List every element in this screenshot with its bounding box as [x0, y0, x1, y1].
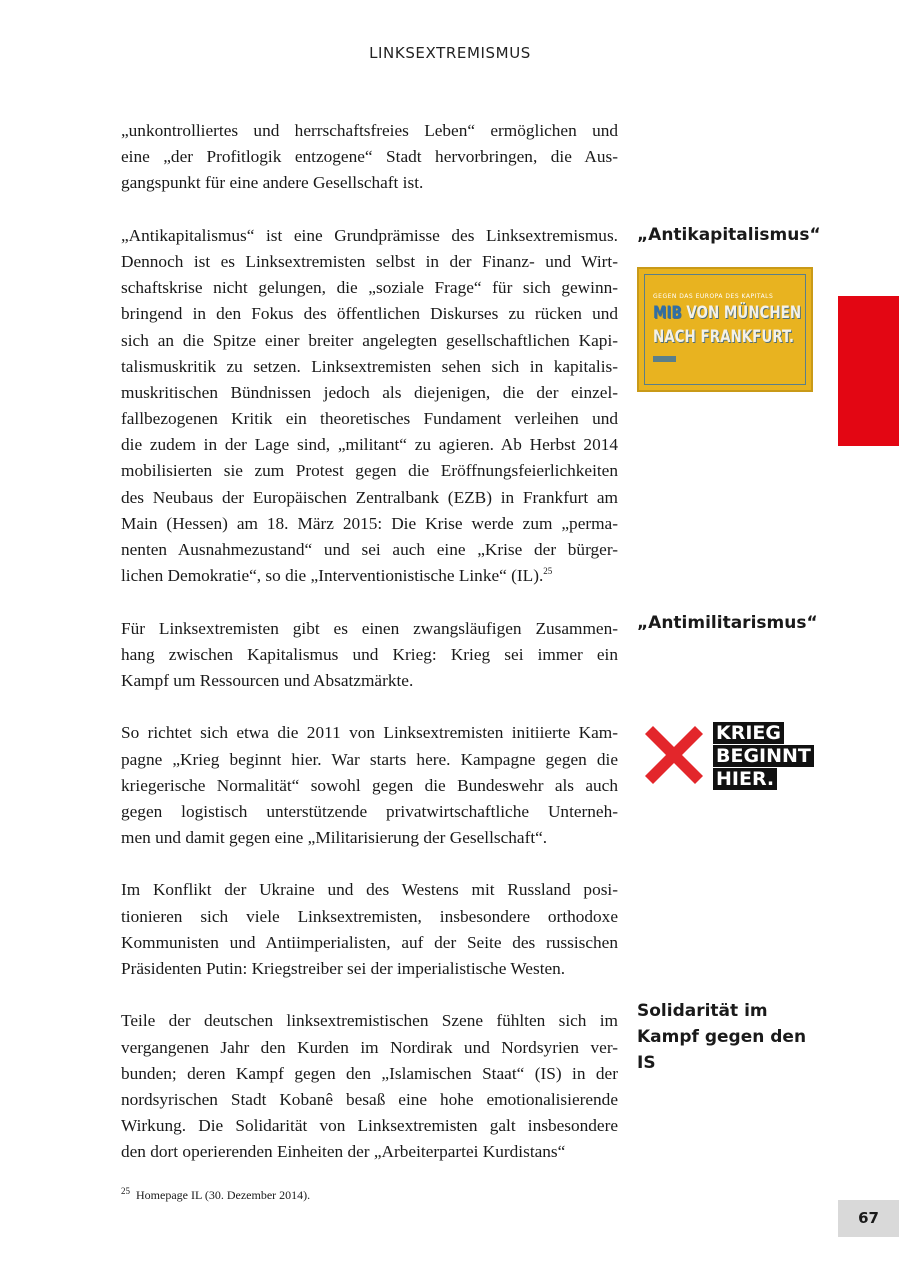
- text-line: schaftskrise nicht gelungen, die „soziale Frage“ für sich gewinn-: [121, 278, 618, 298]
- text-line: „unkontrolliertes und herrschaftsfreies Leben“ ermöglichen und: [121, 121, 618, 140]
- text-line: tionieren sich viele Linksextremisten, insbesondere orthodoxe: [121, 906, 618, 926]
- text-line: Kampf um Ressourcen und Absatzmärkte.: [121, 670, 414, 690]
- side-heading-antimilitarismus: „Antimilitarismus“: [637, 613, 818, 633]
- side-heading-antikapitalismus: „Antikapitalismus“: [637, 225, 821, 245]
- paragraph: [121, 1008, 618, 1165]
- text-line: Präsidenten Putin: Kriegstreiber sei der imperialistische Westen.: [121, 959, 566, 978]
- paragraph: [121, 720, 618, 851]
- text-line: mobilisierten sie zum Protest gegen die Eröffnungsfeierlichkeiten: [121, 461, 618, 481]
- text-line: Für Linksextremisten gibt es einen zwangsläufigen Zusammen-: [121, 618, 618, 638]
- text-line: bunden; deren Kampf gegen den „Islamischen Staat“ (IS) in der: [121, 1063, 618, 1083]
- text-line: des Neubaus der Europäischen Zentralbank (EZB) in Frankfurt am: [121, 487, 618, 507]
- text-line: Dennoch ist es Linksextremisten selbst in der Finanz- und Wirt-: [121, 251, 618, 271]
- paragraph: [121, 118, 618, 197]
- poster-line-1: MIB VON MÜNCHEN: [653, 303, 802, 323]
- text-line: den dort operierenden Einheiten der „Arbeiterpartei Kurdistans“: [121, 1142, 566, 1162]
- footnote-reference[interactable]: 25: [543, 566, 553, 577]
- text-line: lichen Demokratie“, so die „Interventionistische Linke“ (IL).$^{25}$: [121, 566, 553, 586]
- text-line: nordsyrischen Stadt Kobanê besaß eine hohe emotionalisierende: [121, 1089, 618, 1109]
- text-line: muskritischen Bündnissen jedoch als diejenigen, die der einzel-: [121, 382, 618, 402]
- text-line: fallbezogenen Kritik ein theoretisches Fundament verleihen und: [121, 409, 618, 429]
- text-line: „Antikapitalismus“ ist eine Grundprämisse des Linksextremismus.: [121, 225, 618, 245]
- text-line: talismuskritik zu setzen. Linksextremisten sehen sich in kapitalis-: [121, 356, 618, 376]
- paragraph: [121, 877, 618, 982]
- text-line: gangspunkt für eine andere Gesellschaft ist.: [121, 173, 424, 193]
- text-line: eine „der Profitlogik entzogene“ Stadt hervorbringen, die Aus-: [121, 147, 618, 167]
- text-line: So richtet sich etwa die 2011 von Linksextremisten initiierte Kam-: [121, 723, 618, 743]
- page-number: 67: [838, 1200, 899, 1237]
- logo-word: BEGINNT: [713, 745, 814, 767]
- text-line: bringend in den Fokus des öffentlichen Diskurses zu rücken und: [121, 304, 618, 324]
- text-line: die zudem in der Lage sind, „militant“ zu agieren. Ab Herbst 2014: [121, 435, 618, 455]
- text-line: Kommunisten und Antiimperialisten, auf der Seite des russischen: [121, 932, 618, 952]
- running-header: LINKSEXTREMISMUS: [369, 44, 531, 62]
- side-heading-solidaritaet: Solidarität im Kampf gegen den IS: [637, 1001, 807, 1073]
- paragraph: [121, 223, 618, 590]
- poster-top-text: GEGEN DAS EUROPA DES KAPITALS: [653, 293, 774, 300]
- text-line: Teile der deutschen linksextremistischen Szene fühlten sich im: [121, 1011, 618, 1031]
- poster-line-2: NACH FRANKFURT.: [653, 327, 795, 347]
- chapter-marker: [838, 296, 899, 446]
- poster-small-text: [653, 356, 676, 362]
- text-line: Wirkung. Die Solidarität von Linksextremisten galt insbesondere: [121, 1116, 618, 1136]
- text-line: Main (Hessen) am 18. März 2015: Die Krise werde zum „perma-: [121, 513, 618, 533]
- body-text: [121, 118, 618, 1192]
- text-line: gegen logistisch unterstützende privatwirtschaftliche Unterneh-: [121, 801, 618, 821]
- logo-word: KRIEG: [713, 722, 784, 744]
- paragraph: [121, 616, 618, 695]
- text-line: sich an die Spitze einer breiter angelegten gesellschaftlichen Kapi-: [121, 330, 618, 350]
- text-line: nenten Ausnahmezustand“ und sei auch eine „Krise der bürger-: [121, 540, 618, 559]
- footnote: $^{25}$ Homepage IL (30. Dezember 2014).: [121, 1186, 311, 1202]
- logo-word: HIER.: [713, 768, 777, 790]
- protest-poster-image: [637, 267, 813, 392]
- red-x-icon: [639, 720, 709, 790]
- text-line: hang zwischen Kapitalismus und Krieg: Krieg sei immer ein: [121, 644, 618, 664]
- text-line: kriegerische Normalität“ sowohl gegen die Bundeswehr als auch: [121, 775, 618, 795]
- krieg-beginnt-hier-logo: [637, 714, 815, 796]
- text-line: pagne „Krieg beginnt hier. War starts here. Kampagne gegen die: [121, 749, 618, 769]
- text-line: Im Konflikt der Ukraine und des Westens mit Russland posi-: [121, 880, 618, 900]
- text-line: vergangenen Jahr den Kurden im Nordirak und Nordsyrien ver-: [121, 1037, 618, 1057]
- text-line: men und damit gegen eine „Militarisierung der Gesellschaft“.: [121, 828, 548, 848]
